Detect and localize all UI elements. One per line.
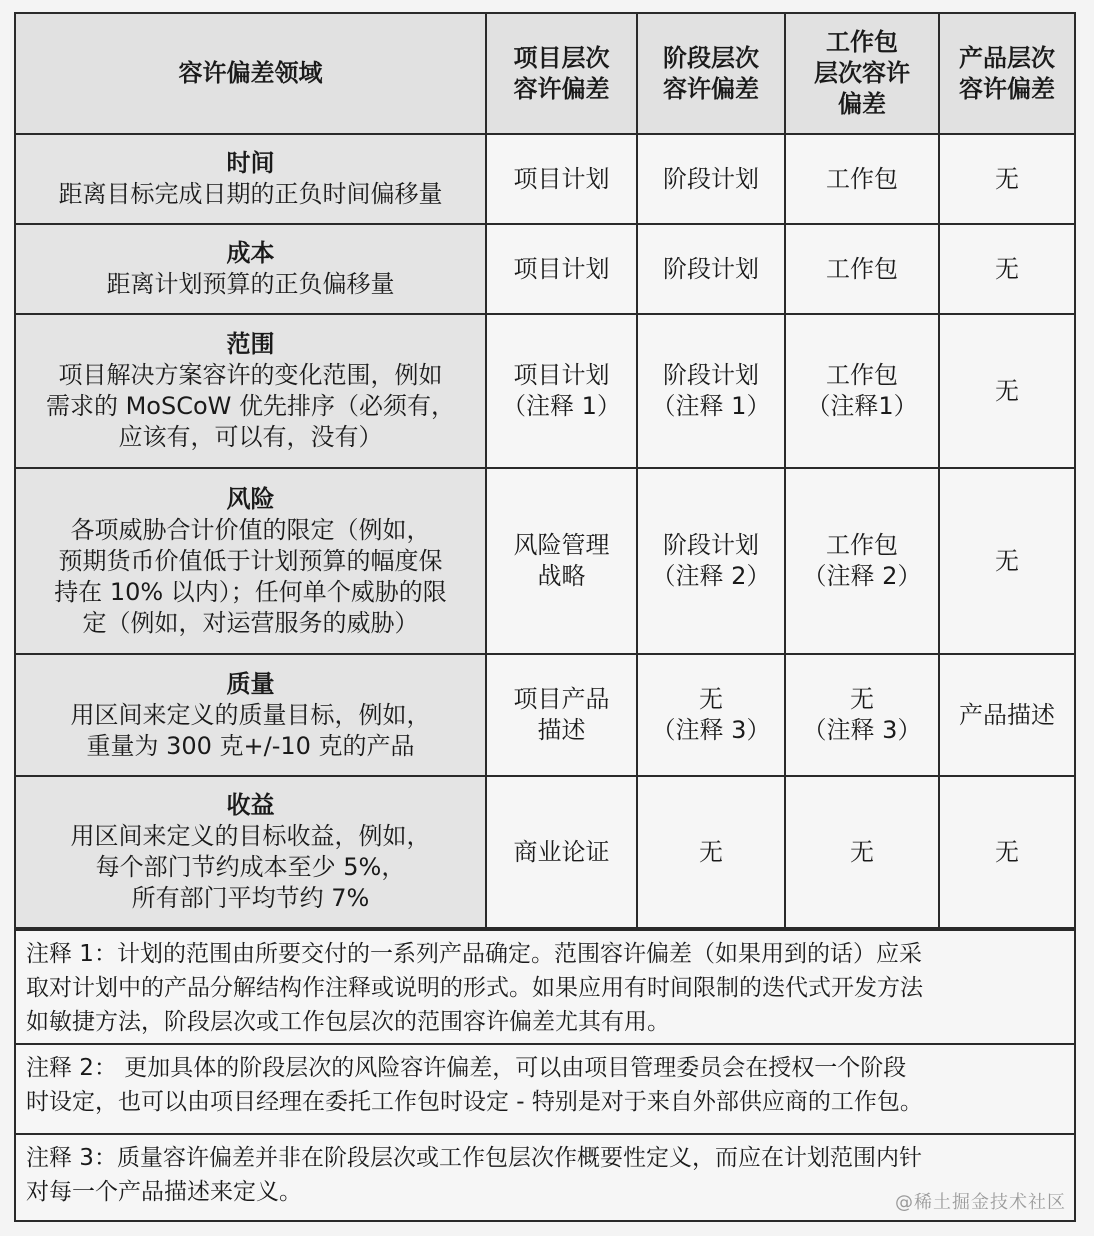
project-level-cell: 风险管理 战略 [486,468,637,654]
area-cell: 成本 距离计划预算的正负偏移量 [16,224,486,314]
table-row-benefit [16,776,1074,928]
header-project-level: 项目层次 容许偏差 [486,14,637,134]
header-row [16,14,1074,134]
area-cell: 质量 用区间来定义的质量目标，例如， 重量为 300 克+/-10 克的产品 [16,654,486,776]
project-level-cell: 项目产品 描述 [486,654,637,776]
area-cell: 范围 项目解决方案容许的变化范围，例如 需求的 MoSCoW 优先排序（必须有， 应该有，可以有，没有） [16,314,486,468]
table-row-time [16,134,1074,224]
stage-level-cell: 阶段计划 （注释 2） [637,468,785,654]
header-work-package-level: 工作包 层次容许 偏差 [785,14,939,134]
work-package-level-cell: 无 （注释 3） [785,654,939,776]
stage-level-cell: 阶段计划 [637,224,785,314]
notes-section [16,929,1074,1219]
work-package-level-cell: 无 [785,776,939,928]
note-2: 注释 2： 更加具体的阶段层次的风险容许偏差，可以由项目管理委员会在授权一个阶段 时设定，也可以由项目经理在委托工作包时设定 - 特别是对于来自外部供应商的工作包。 [16,1043,1074,1133]
product-level-cell: 无 [939,314,1074,468]
product-level-cell: 产品描述 [939,654,1074,776]
stage-level-cell: 无 [637,776,785,928]
table-row-cost [16,224,1074,314]
stage-level-cell: 阶段计划 [637,134,785,224]
product-level-cell: 无 [939,776,1074,928]
product-level-cell: 无 [939,224,1074,314]
project-level-cell: 商业论证 [486,776,637,928]
watermark: @稀土掘金技术社区 [895,1192,1066,1213]
area-cell: 风险 各项威胁合计价值的限定（例如， 预期货币价值低于计划预算的幅度保 持在 10% 以内）；任何单个威胁的限 定（例如，对运营服务的威胁） [16,468,486,654]
product-level-cell: 无 [939,468,1074,654]
tolerance-table-frame [14,12,1076,1222]
tolerance-table [16,14,1074,929]
note-1: 注释 1：计划的范围由所要交付的一系列产品确定。范围容许偏差（如果用到的话）应采 取对计划中的产品分解结构作注释或说明的形式。如果应用有时间限制的迭代式开发方法 如敏捷方法，阶段层次或工作包层次的范围容许偏差尤其有用。 [16,929,1074,1043]
stage-level-cell: 阶段计划 （注释 1） [637,314,785,468]
table-row-risk [16,468,1074,654]
table-row-quality [16,654,1074,776]
note-3: 注释 3：质量容许偏差并非在阶段层次或工作包层次作概要性定义，而应在计划范围内针 对每一个产品描述来定义。 [16,1133,1074,1219]
header-area: 容许偏差领域 [16,14,486,134]
stage-level-cell: 无 （注释 3） [637,654,785,776]
work-package-level-cell: 工作包 （注释1） [785,314,939,468]
product-level-cell: 无 [939,134,1074,224]
work-package-level-cell: 工作包 （注释 2） [785,468,939,654]
project-level-cell: 项目计划 [486,224,637,314]
header-product-level: 产品层次 容许偏差 [939,14,1074,134]
area-cell: 时间 距离目标完成日期的正负时间偏移量 [16,134,486,224]
area-cell: 收益 用区间来定义的目标收益，例如， 每个部门节约成本至少 5%， 所有部门平均节约 7% [16,776,486,928]
header-stage-level: 阶段层次 容许偏差 [637,14,785,134]
table-row-scope [16,314,1074,468]
work-package-level-cell: 工作包 [785,134,939,224]
work-package-level-cell: 工作包 [785,224,939,314]
project-level-cell: 项目计划 [486,134,637,224]
project-level-cell: 项目计划 （注释 1） [486,314,637,468]
